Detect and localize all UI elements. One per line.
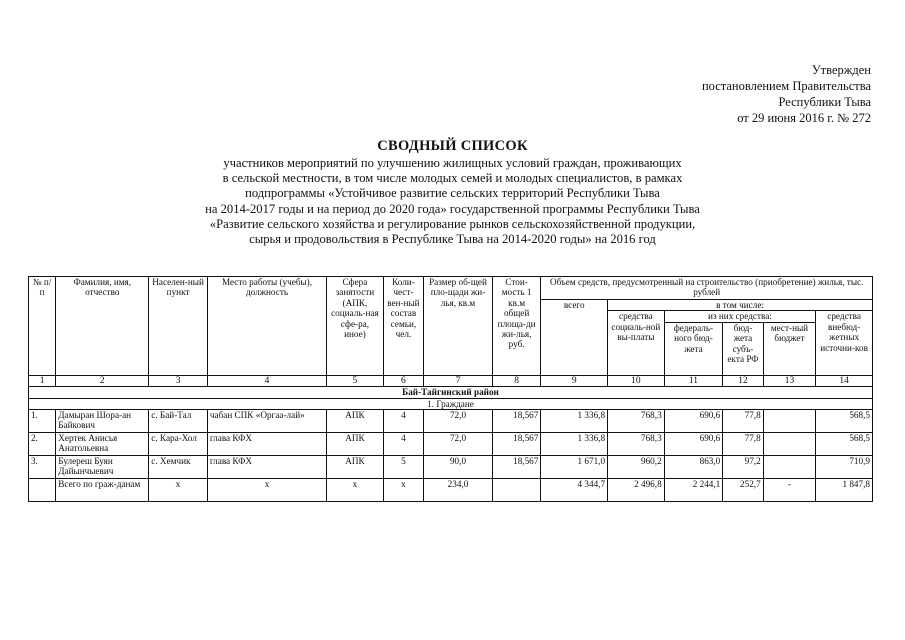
cell-total: 1 336,8	[541, 410, 608, 433]
cell-sphere: АПК	[327, 410, 384, 433]
cell-federal: 863,0	[664, 456, 723, 479]
cell-num	[29, 479, 56, 502]
header-total: всего	[541, 300, 608, 376]
cell-num: 1.	[29, 410, 56, 433]
col-number: 3	[149, 375, 208, 386]
cell-name: Дамыран Шора-ан Байкович	[56, 410, 149, 433]
col-number: 5	[327, 375, 384, 386]
cell-work: глава КФХ	[207, 433, 326, 456]
subtitle-line: в сельской местности, в том числе молодых семей и молодых специалистов, в рамках	[222, 171, 683, 186]
header-federal: федераль-ного бюд-жета	[664, 322, 723, 375]
header-cost: Стои-мость 1 кв.м общей площа-ди жи-лья, руб.	[492, 277, 541, 376]
cell-federal: 690,6	[664, 433, 723, 456]
cell-local: -	[763, 479, 816, 502]
cell-social: 2 496,8	[608, 479, 665, 502]
header-num: № п/п	[29, 277, 56, 376]
header-social: средства социаль-ной вы-платы	[608, 311, 665, 375]
col-number: 6	[383, 375, 423, 386]
cell-sphere: х	[327, 479, 384, 502]
col-number: 12	[723, 375, 763, 386]
cell-total: 1 336,8	[541, 433, 608, 456]
cell-family: 4	[383, 410, 423, 433]
header-area: Размер об-щей пло-щади жи-лья, кв.м	[424, 277, 493, 376]
cell-social: 960,2	[608, 456, 665, 479]
header-work: Место работы (учебы), должность	[207, 277, 326, 376]
cell-sphere: АПК	[327, 456, 384, 479]
approval-line: постановлением Правительства	[701, 79, 871, 93]
header-extra: средства внебюд-жетных источни-ков	[816, 311, 873, 375]
cell-locality: х	[149, 479, 208, 502]
cell-extra: 1 847,8	[816, 479, 873, 502]
cell-area: 72,0	[424, 433, 493, 456]
header-name: Фамилия, имя, отчество	[56, 277, 149, 376]
cell-extra: 710,9	[816, 456, 873, 479]
header-funds: Объем средств, предусмотренный на строительство (приобретение) жилья, тыс. рублей	[541, 277, 873, 300]
cell-subject: 77,8	[723, 433, 763, 456]
cell-total: 4 344,7	[541, 479, 608, 502]
header-incl: в том числе:	[608, 300, 873, 311]
cell-local	[763, 410, 816, 433]
category-heading: 1. Граждане	[29, 398, 873, 409]
summary-row	[29, 479, 873, 502]
cell-cost	[492, 479, 541, 502]
col-number: 13	[763, 375, 816, 386]
cell-name: Булереш Буян Дайынчыевич	[56, 456, 149, 479]
approval-line: Утвержден	[811, 63, 871, 77]
col-number: 14	[816, 375, 873, 386]
cell-num: 3.	[29, 456, 56, 479]
subtitle-line: на 2014-2017 годы и на период до 2020 года» государственной программы Республики Тыва	[205, 201, 700, 216]
cell-area: 90,0	[424, 456, 493, 479]
cell-work: глава КФХ	[207, 456, 326, 479]
subtitle-line: сырья и продовольствия в Республике Тыва на 2014-2020 годы» на 2016 год	[249, 232, 656, 247]
header-local: мест-ный бюджет	[763, 322, 816, 375]
cell-locality: с. Кара-Хол	[149, 433, 208, 456]
approval-line: от 29 июня 2016 г. № 272	[737, 111, 871, 125]
cell-subject: 97,2	[723, 456, 763, 479]
cell-total: 1 671,0	[541, 456, 608, 479]
table-row	[29, 410, 873, 433]
cell-name: Хертек Анисья Анатольевна	[56, 433, 149, 456]
subtitle-line: «Развитие сельского хозяйства и регулирование рынков сельскохозяйственной продукции,	[209, 216, 696, 231]
col-number: 10	[608, 375, 665, 386]
cell-family: 4	[383, 433, 423, 456]
header-locality: Населен-ный пункт	[149, 277, 208, 376]
approval-block	[702, 62, 871, 126]
cell-num: 2.	[29, 433, 56, 456]
cell-sphere: АПК	[327, 433, 384, 456]
cell-federal: 2 244,1	[664, 479, 723, 502]
cell-federal: 690,6	[664, 410, 723, 433]
cell-social: 768,3	[608, 433, 665, 456]
participants-table	[28, 276, 873, 502]
table-row	[29, 456, 873, 479]
cell-extra: 568,5	[816, 410, 873, 433]
cell-local	[763, 433, 816, 456]
cell-family: 5	[383, 456, 423, 479]
col-number: 9	[541, 375, 608, 386]
cell-name: Всего по граж-данам	[56, 479, 149, 502]
document-subtitle	[120, 156, 785, 247]
header-family: Коли-чест-вен-ный состав семьи, чел.	[383, 277, 423, 376]
district-heading: Бай-Тайгинский район	[29, 387, 873, 398]
cell-locality: с. Бай-Тал	[149, 410, 208, 433]
col-number: 4	[207, 375, 326, 386]
col-number: 2	[56, 375, 149, 386]
col-number: 8	[492, 375, 541, 386]
header-of-which: из них средства:	[664, 311, 816, 322]
col-number: 11	[664, 375, 723, 386]
cell-subject: 252,7	[723, 479, 763, 502]
col-number: 1	[29, 375, 56, 386]
approval-line: Республики Тыва	[778, 95, 871, 109]
cell-social: 768,3	[608, 410, 665, 433]
cell-cost: 18,567	[492, 433, 541, 456]
table-row	[29, 433, 873, 456]
cell-local	[763, 456, 816, 479]
cell-locality: с. Хемчик	[149, 456, 208, 479]
cell-work: чабан СПК «Оргаа-лай»	[207, 410, 326, 433]
cell-cost: 18,567	[492, 410, 541, 433]
cell-subject: 77,8	[723, 410, 763, 433]
header-subject: бюд-жета субъ-екта РФ	[723, 322, 763, 375]
cell-extra: 568,5	[816, 433, 873, 456]
cell-cost: 18,567	[492, 456, 541, 479]
document-title: СВОДНЫЙ СПИСОК	[377, 138, 528, 154]
cell-area: 234,0	[424, 479, 493, 502]
subtitle-line: подпрограммы «Устойчивое развитие сельских территорий Республики Тыва	[245, 186, 660, 201]
cell-work: х	[207, 479, 326, 502]
header-sphere: Сфера занятости (АПК, социаль-ная сфе-ра, иное)	[327, 277, 384, 376]
col-number: 7	[424, 375, 493, 386]
subtitle-line: участников мероприятий по улучшению жилищных условий граждан, проживающих	[223, 156, 682, 170]
cell-area: 72,0	[424, 410, 493, 433]
cell-family: х	[383, 479, 423, 502]
